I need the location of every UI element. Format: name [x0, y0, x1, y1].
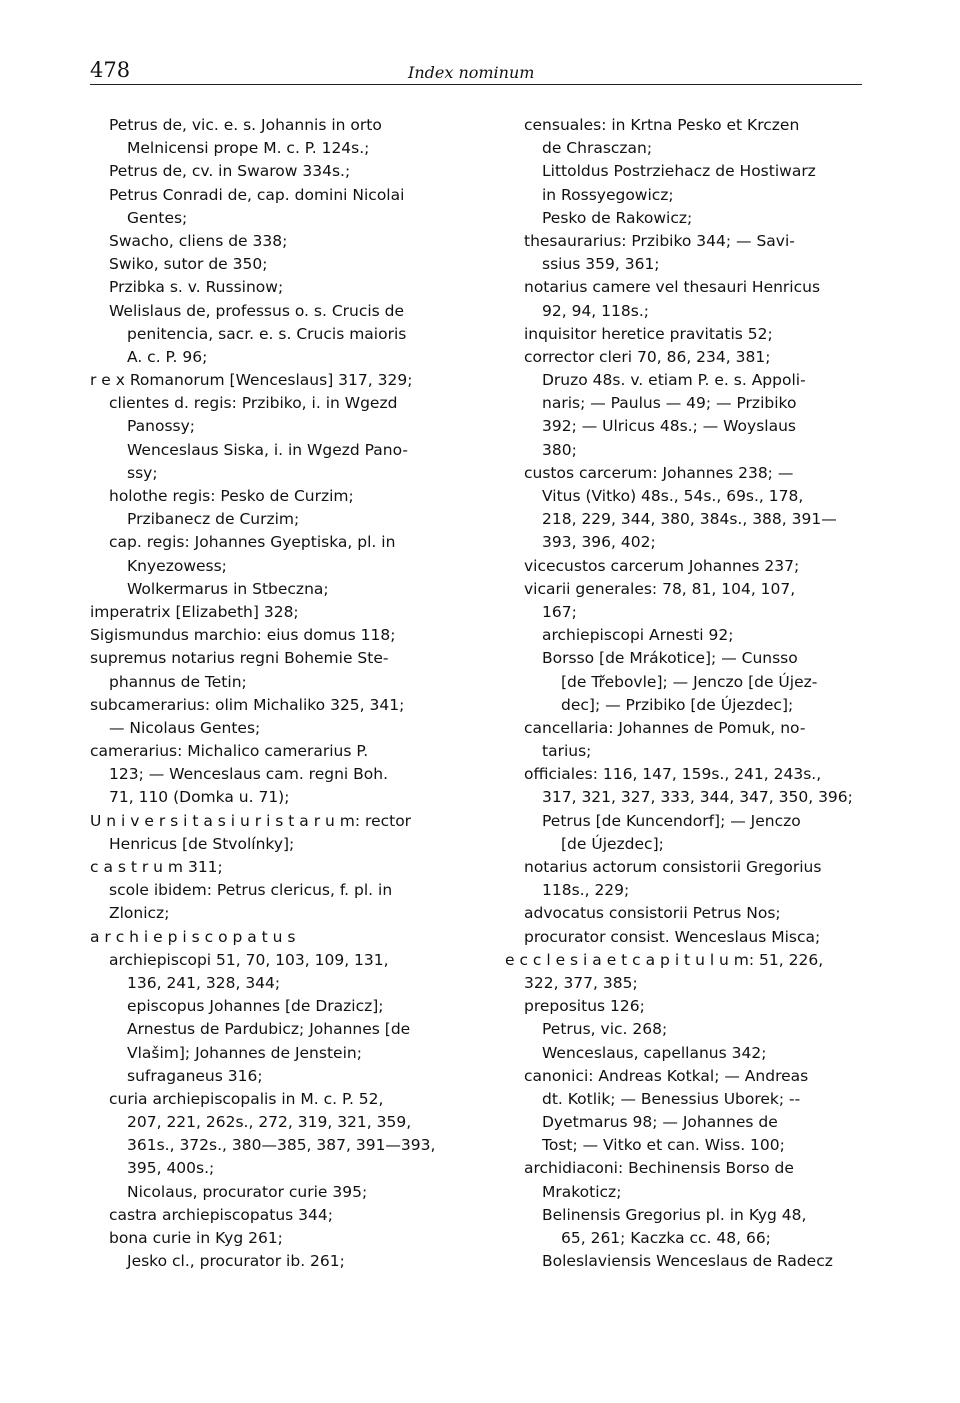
- index-line: naris; — Paulus — 49; — Przibiko: [542, 394, 797, 413]
- running-title: Index nominum: [408, 63, 535, 82]
- index-column-right: [505, 114, 865, 1273]
- index-line: Melnicensi prope M. c. P. 124s.;: [127, 139, 370, 158]
- index-line: Petrus de, vic. e. s. Johannis in orto: [109, 116, 382, 134]
- index-line: Mrakoticz;: [542, 1182, 622, 1201]
- index-line: Panossy;: [127, 417, 196, 436]
- index-line: Wenceslaus, capellanus 342;: [542, 1043, 767, 1062]
- index-line: advocatus consistorii Petrus Nos;: [524, 904, 781, 923]
- index-line: e c c l e s i a e t c a p i t u l u m: 51, 226,: [505, 950, 824, 969]
- index-line: imperatrix [Elizabeth] 328;: [90, 602, 299, 621]
- index-line: canonici: Andreas Kotkal; — Andreas: [524, 1066, 809, 1085]
- index-line: Swiko, sutor de 350;: [109, 255, 268, 274]
- index-column-left: [90, 114, 452, 1273]
- index-line: Przibanecz de Curzim;: [127, 510, 300, 529]
- index-line: A. c. P. 96;: [127, 347, 208, 366]
- index-line: 361s., 372s., 380—385, 387, 391—393,: [127, 1136, 436, 1155]
- index-line: Nicolaus, procurator curie 395;: [127, 1182, 368, 1201]
- index-line: episcopus Johannes [de Drazicz];: [127, 997, 384, 1016]
- index-line: r e x Romanorum [Wenceslaus] 317, 329;: [90, 371, 413, 390]
- index-line: Boleslaviensis Wenceslaus de Radecz: [542, 1252, 833, 1271]
- index-line: Tost; — Vitko et can. Wiss. 100;: [542, 1136, 785, 1155]
- index-line: corrector cleri 70, 86, 234, 381;: [524, 347, 771, 366]
- index-line: 322, 377, 385;: [524, 973, 638, 992]
- index-line: custos carcerum: Johannes 238; —: [524, 463, 794, 482]
- index-line: clientes d. regis: Przibiko, i. in Wgezd: [109, 394, 398, 413]
- index-line: Littoldus Postrziehacz de Hostiwarz: [542, 162, 816, 181]
- index-line: de Chrasczan;: [542, 139, 653, 158]
- index-line: 136, 241, 328, 344;: [127, 973, 281, 992]
- index-line: penitencia, sacr. e. s. Crucis maioris: [127, 324, 407, 343]
- index-line: 92, 94, 118s.;: [542, 301, 649, 320]
- index-line: Petrus [de Kuncendorf]; — Jenczo: [542, 811, 801, 830]
- index-line: Zlonicz;: [109, 904, 170, 923]
- index-line: 317, 321, 327, 333, 344, 347, 350, 396;: [542, 788, 853, 807]
- index-line: castra archiepiscopatus 344;: [109, 1205, 333, 1224]
- index-line: 395, 400s.;: [127, 1159, 215, 1178]
- index-line: 218, 229, 344, 380, 384s., 388, 391—: [542, 510, 837, 529]
- index-line: Druzo 48s. v. etiam P. e. s. Appoli-: [542, 371, 806, 390]
- page-number: 478: [90, 58, 131, 82]
- index-line: 71, 110 (Domka u. 71);: [109, 788, 290, 807]
- index-line: — Nicolaus Gentes;: [109, 718, 261, 737]
- index-line: vicecustos carcerum Johannes 237;: [524, 556, 800, 575]
- index-line: Wenceslaus Siska, i. in Wgezd Pano-: [127, 440, 408, 459]
- index-line: 118s., 229;: [542, 881, 630, 900]
- index-line: ssy;: [127, 463, 158, 482]
- index-line: archiepiscopi Arnesti 92;: [542, 626, 734, 645]
- index-line: officiales: 116, 147, 159s., 241, 243s.,: [524, 765, 822, 784]
- index-line: Wolkermarus in Stbeczna;: [127, 579, 329, 598]
- index-line: phannus de Tetin;: [109, 672, 247, 691]
- index-line: thesaurarius: Przibiko 344; — Savi-: [524, 231, 795, 250]
- index-line: sufraganeus 316;: [127, 1066, 263, 1085]
- index-line: cancellaria: Johannes de Pomuk, no-: [524, 718, 806, 737]
- index-line: Petrus de, cv. in Swarow 334s.;: [109, 162, 351, 181]
- index-line: 380;: [542, 440, 577, 459]
- index-line: Henricus [de Stvolínky];: [109, 834, 295, 853]
- index-line: a r c h i e p i s c o p a t u s: [90, 927, 296, 946]
- index-line: procurator consist. Wenceslaus Misca;: [524, 927, 821, 946]
- index-line: 393, 396, 402;: [542, 533, 656, 552]
- index-line: Pesko de Rakowicz;: [542, 208, 693, 227]
- index-line: in Rossyegowicz;: [542, 185, 674, 204]
- index-line: curia archiepiscopalis in M. c. P. 52,: [109, 1089, 384, 1108]
- index-line: U n i v e r s i t a s i u r i s t a r u m: rector: [90, 811, 412, 830]
- index-line: [de Újezdec];: [561, 834, 664, 853]
- index-line: c a s t r u m 311;: [90, 858, 223, 876]
- index-line: subcamerarius: olim Michaliko 325, 341;: [90, 695, 405, 714]
- index-line: Sigismundus marchio: eius domus 118;: [90, 626, 396, 645]
- index-line: Swacho, cliens de 338;: [109, 231, 288, 250]
- index-line: 167;: [542, 602, 577, 621]
- index-line: archidiaconi: Bechinensis Borso de: [524, 1159, 794, 1178]
- index-line: bona curie in Kyg 261;: [109, 1229, 283, 1247]
- index-line: tarius;: [542, 742, 592, 761]
- index-line: dt. Kotlik; — Benessius Uborek; --: [542, 1089, 801, 1108]
- header-rule: [90, 84, 862, 85]
- index-line: dec]; — Przibiko [de Újezdec];: [561, 695, 794, 714]
- index-line: [de Třebovle]; — Jenczo [de Újez-: [561, 672, 818, 691]
- index-line: notarius camere vel thesauri Henricus: [524, 278, 821, 297]
- index-line: Arnestus de Pardubicz; Johannes [de: [127, 1020, 411, 1039]
- index-line: supremus notarius regni Bohemie Ste-: [90, 649, 389, 668]
- index-line: Belinensis Gregorius pl. in Kyg 48,: [542, 1205, 807, 1224]
- index-line: 392; — Ulricus 48s.; — Woyslaus: [542, 417, 796, 436]
- index-line: Vlašim]; Johannes de Jenstein;: [127, 1043, 362, 1062]
- index-line: vicarii generales: 78, 81, 104, 107,: [524, 579, 796, 598]
- index-line: Petrus, vic. 268;: [542, 1020, 668, 1039]
- index-line: Gentes;: [127, 208, 188, 227]
- index-line: cap. regis: Johannes Gyeptiska, pl. in: [109, 533, 396, 552]
- index-line: censuales: in Krtna Pesko et Krczen: [524, 116, 800, 134]
- index-line: Knyezowess;: [127, 556, 227, 575]
- index-line: 207, 221, 262s., 272, 319, 321, 359,: [127, 1113, 412, 1132]
- index-line: 123; — Wenceslaus cam. regni Boh.: [109, 765, 389, 784]
- index-line: inquisitor heretice pravitatis 52;: [524, 324, 773, 343]
- index-line: scole ibidem: Petrus clericus, f. pl. in: [109, 881, 393, 900]
- index-line: Jesko cl., procurator ib. 261;: [127, 1252, 345, 1271]
- index-line: Vitus (Vitko) 48s., 54s., 69s., 178,: [542, 487, 804, 505]
- index-line: holothe regis: Pesko de Curzim;: [109, 487, 354, 505]
- index-line: Welislaus de, professus o. s. Crucis de: [109, 301, 405, 320]
- index-line: prepositus 126;: [524, 997, 645, 1016]
- index-line: archiepiscopi 51, 70, 103, 109, 131,: [109, 950, 389, 969]
- index-line: notarius actorum consistorii Gregorius: [524, 858, 822, 876]
- index-line: 65, 261; Kaczka cc. 48, 66;: [561, 1229, 771, 1247]
- index-line: camerarius: Michalico camerarius P.: [90, 742, 369, 761]
- index-line: Borsso [de Mrákotice]; — Cunsso: [542, 649, 798, 668]
- index-line: Dyetmarus 98; — Johannes de: [542, 1113, 778, 1132]
- index-line: Przibka s. v. Russinow;: [109, 278, 284, 297]
- index-line: ssius 359, 361;: [542, 255, 660, 274]
- index-line: Petrus Conradi de, cap. domini Nicolai: [109, 185, 405, 204]
